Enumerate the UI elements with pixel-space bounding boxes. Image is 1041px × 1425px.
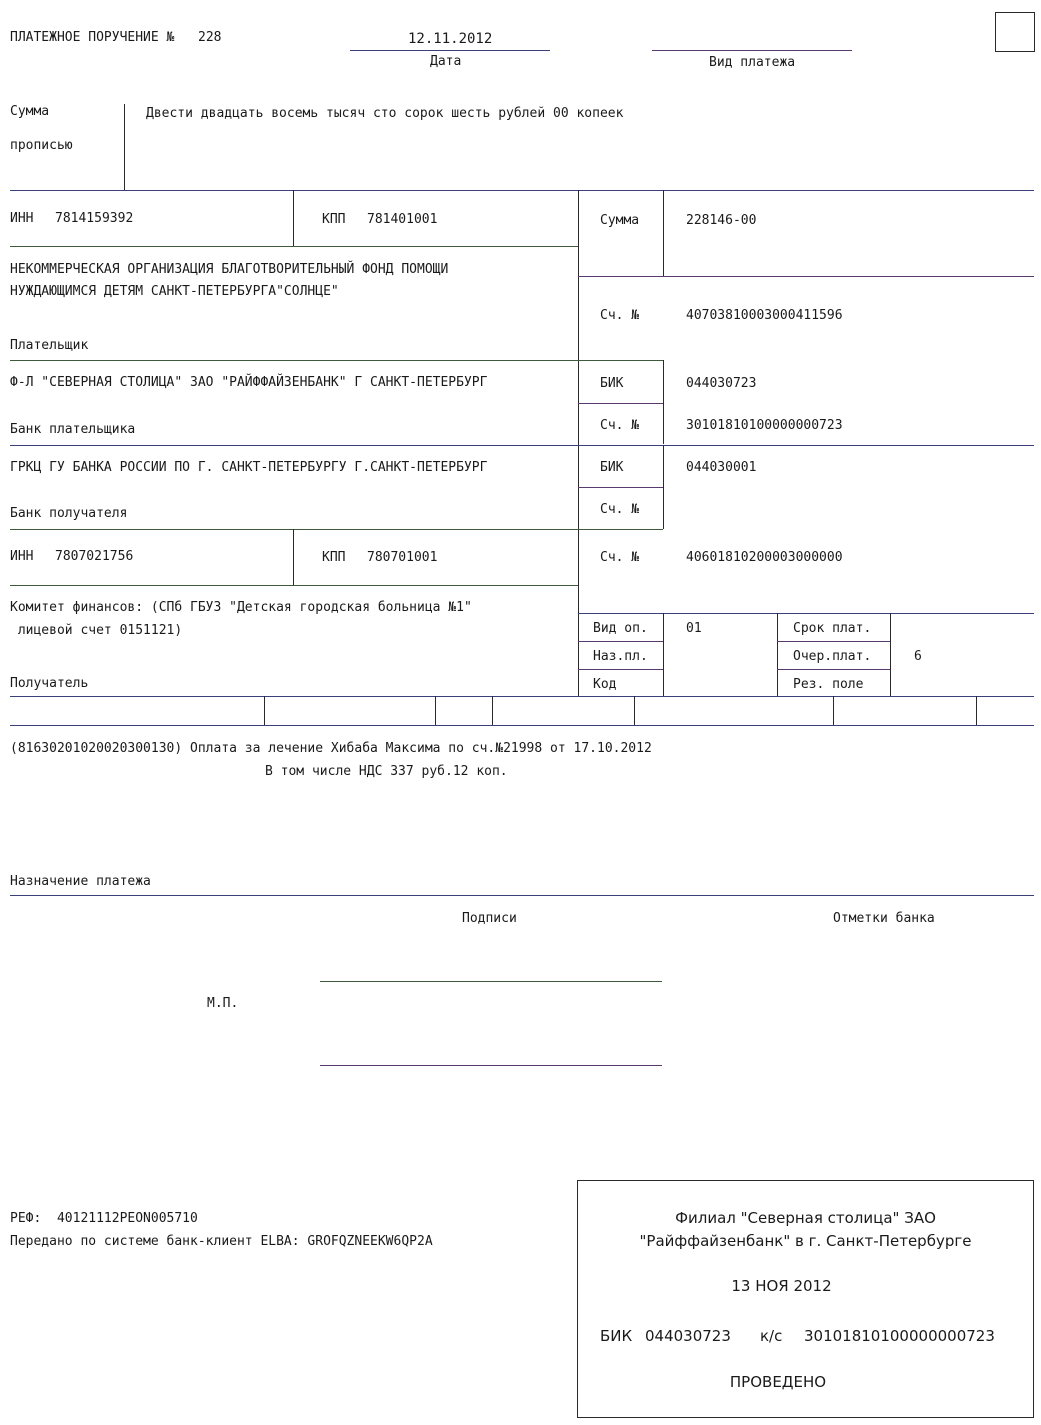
stamp-line-1: Филиал "Северная столица" ЗАО bbox=[675, 1209, 936, 1227]
payee-bank-account-label: Сч. № bbox=[600, 502, 640, 517]
stamp-bik: 044030723 bbox=[645, 1327, 731, 1345]
payer-name-line-2: НУЖДАЮЩИМСЯ ДЕТЯМ САНКТ-ПЕТЕРБУРГА"СОЛНЦЕ" bbox=[10, 284, 339, 299]
payee-account-label: Сч. № bbox=[600, 550, 640, 565]
payer-label: Плательщик bbox=[10, 338, 89, 353]
signature-line-2 bbox=[320, 1065, 662, 1066]
stamp-line-2: "Райффайзенбанк" в г. Санкт-Петербурге bbox=[639, 1232, 972, 1250]
op-type: 01 bbox=[686, 621, 702, 636]
payer-bank-name: Ф-Л "СЕВЕРНАЯ СТОЛИЦА" ЗАО "РАЙФФАЙЗЕНБАНК" Г САНКТ-ПЕТЕРБУРГ bbox=[10, 375, 488, 390]
reserve-label: Рез. поле bbox=[793, 677, 864, 692]
op-type-label: Вид оп. bbox=[593, 621, 648, 636]
document-number: 228 bbox=[198, 30, 222, 45]
sum-label: Сумма bbox=[600, 213, 640, 228]
amount-words-divider bbox=[124, 104, 125, 190]
document-date: 12.11.2012 bbox=[408, 31, 493, 47]
stamp-date: 13 НОЯ 2012 bbox=[731, 1277, 832, 1295]
payment-type-line bbox=[652, 50, 852, 51]
payee-inn-label: ИНН bbox=[10, 549, 34, 564]
purpose-code-label: Наз.пл. bbox=[593, 649, 648, 664]
bank-marks-label: Отметки банка bbox=[833, 911, 935, 926]
payee-name-line-2: лицевой счет 0151121) bbox=[10, 623, 183, 638]
bank-stamp bbox=[577, 1180, 1034, 1418]
payer-name-line-1: НЕКОММЕРЧЕСКАЯ ОРГАНИЗАЦИЯ БЛАГОТВОРИТЕЛЬНЫЙ ФОНД ПОМОЩИ bbox=[10, 262, 449, 277]
payee-name-line-1: Комитет финансов: (СПб ГБУЗ "Детская городская больница №1" bbox=[10, 600, 472, 615]
date-label: Дата bbox=[430, 54, 462, 69]
payee-label: Получатель bbox=[10, 676, 89, 691]
payee-bank-bik: 044030001 bbox=[686, 460, 757, 475]
grid-line bbox=[10, 190, 1034, 191]
document-title: ПЛАТЕЖНОЕ ПОРУЧЕНИЕ № bbox=[10, 30, 175, 45]
payee-bank-label: Банк получателя bbox=[10, 506, 128, 521]
stamp-bik-label: БИК bbox=[600, 1327, 633, 1345]
form-code-box bbox=[995, 12, 1035, 52]
priority-label: Очер.плат. bbox=[793, 649, 872, 664]
stamp-ks: 30101810100000000723 bbox=[804, 1327, 995, 1345]
stamp-status: ПРОВЕДЕНО bbox=[729, 1373, 827, 1391]
amount-words-label-1: Сумма bbox=[10, 104, 50, 119]
transfer-note: Передано по системе банк-клиент ELBA: GROFQZNEEKW6QP2A bbox=[10, 1234, 433, 1249]
payer-kpp-label: КПП bbox=[322, 212, 346, 227]
payer-account-label: Сч. № bbox=[600, 308, 640, 323]
purpose-label: Назначение платежа bbox=[10, 874, 151, 889]
payee-account: 40601810200003000000 bbox=[686, 550, 843, 565]
payee-bank-bik-label: БИК bbox=[600, 460, 624, 475]
seal-label: М.П. bbox=[207, 996, 239, 1011]
payer-bank-bik-label: БИК bbox=[600, 376, 624, 391]
code-label: Код bbox=[593, 677, 617, 692]
payee-bank-name: ГРКЦ ГУ БАНКА РОССИИ ПО Г. САНКТ-ПЕТЕРБУРГУ Г.САНКТ-ПЕТЕРБУРГ bbox=[10, 460, 488, 475]
date-line bbox=[350, 50, 550, 51]
payer-inn-label: ИНН bbox=[10, 211, 34, 226]
payer-bank-account-label: Сч. № bbox=[600, 418, 640, 433]
sum-value: 228146-00 bbox=[686, 213, 757, 228]
ref-number: РЕФ: 40121112PEON005710 bbox=[10, 1211, 198, 1226]
purpose-line-1: (81630201020020300130) Оплата за лечение Хибаба Максима по сч.№21998 от 17.10.2012 bbox=[10, 741, 652, 756]
amount-words-label-2: прописью bbox=[10, 138, 73, 153]
payee-inn: 7807021756 bbox=[55, 549, 134, 564]
signatures-label: Подписи bbox=[462, 911, 517, 926]
signature-line-1 bbox=[320, 981, 662, 982]
payment-type-label: Вид платежа bbox=[709, 55, 796, 70]
payer-bank-bik: 044030723 bbox=[686, 376, 757, 391]
payer-bank-label: Банк плательщика bbox=[10, 422, 136, 437]
purpose-line-2: В том числе НДС 337 руб.12 коп. bbox=[265, 764, 508, 779]
payer-account: 40703810003000411596 bbox=[686, 308, 843, 323]
payee-kpp-label: КПП bbox=[322, 550, 346, 565]
amount-words-value: Двести двадцать восемь тысяч сто сорок шесть рублей 00 копеек bbox=[146, 106, 624, 121]
payer-bank-account: 30101810100000000723 bbox=[686, 418, 843, 433]
payer-inn: 7814159392 bbox=[55, 211, 134, 226]
priority: 6 bbox=[914, 649, 922, 664]
payee-kpp: 780701001 bbox=[367, 550, 438, 565]
payer-kpp: 781401001 bbox=[367, 212, 438, 227]
stamp-ks-label: к/с bbox=[760, 1327, 783, 1345]
term-label: Срок плат. bbox=[793, 621, 872, 636]
